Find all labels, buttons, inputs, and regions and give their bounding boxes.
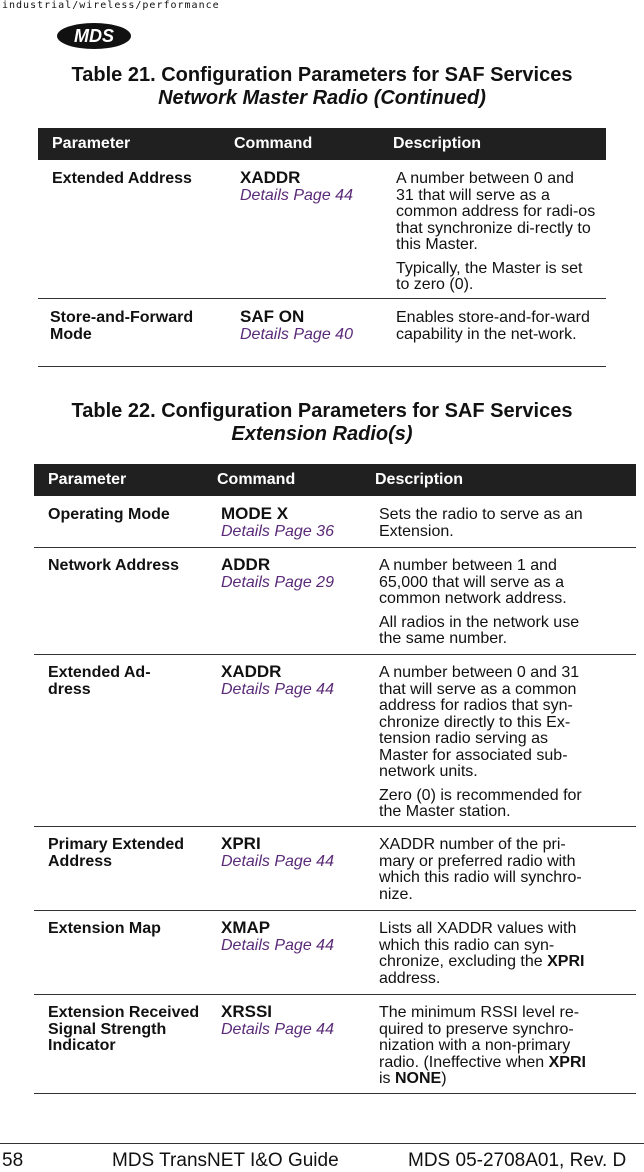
param-cell: Network Address — [48, 557, 179, 574]
description-note: Zero (0) is recommended for the Master station. — [379, 786, 582, 820]
command-cell — [221, 664, 371, 698]
details-link[interactable]: Details Page 29 — [221, 573, 334, 591]
logo-text: MDS — [74, 26, 114, 46]
description-text-lead: Lists all XADDR values with which this radio can syn-chronize, excluding the — [379, 920, 577, 970]
command-text: SAF ON — [240, 307, 305, 326]
mds-logo — [56, 22, 132, 50]
command-text: XPRI — [221, 834, 261, 853]
description-text: Sets the radio to serve as an Extension. — [379, 506, 583, 540]
command-text: XADDR — [221, 662, 282, 681]
command-cell — [240, 309, 390, 343]
details-link[interactable]: Details Page 44 — [221, 1020, 334, 1038]
description-text-lead: The minimum RSSI level re-quired to preserve synchro-nization with a non-primary radio. (Ineffective when — [379, 1004, 580, 1071]
page-number: 58 — [2, 1150, 24, 1171]
command-text: ADDR — [221, 555, 271, 574]
details-link[interactable]: Details Page 44 — [240, 186, 353, 204]
table22-subtitle: Extension Radio(s) — [231, 423, 413, 445]
description-cell — [379, 665, 591, 828]
doc-number: MDS 05-2708A01, Rev. D — [408, 1150, 627, 1171]
command-cell — [221, 506, 371, 540]
description-cell — [396, 171, 596, 301]
description-keyword: XPRI — [547, 953, 585, 970]
command-text: XMAP — [221, 918, 271, 937]
table-row — [34, 548, 636, 655]
details-link[interactable]: Details Page 44 — [221, 936, 334, 954]
description-cell — [379, 558, 584, 655]
description-text-mid: is — [379, 1070, 395, 1087]
table22-col-description: Description — [375, 471, 464, 488]
command-text: MODE X — [221, 504, 289, 523]
details-link[interactable]: Details Page 36 — [221, 522, 334, 540]
param-cell: Extended Address — [52, 170, 192, 187]
table-row — [34, 827, 636, 911]
description-text: A number between 0 and 31 that will serve as a common address for radi-os that synchronize di-rectly to this Master. — [396, 170, 596, 253]
table22-col-command: Command — [217, 471, 296, 488]
command-cell — [240, 170, 390, 204]
description-cell — [379, 921, 591, 994]
description-text: Enables store-and-for-ward capability in the net-work. — [396, 309, 590, 343]
command-cell — [221, 920, 371, 954]
description-text — [379, 921, 591, 987]
description-text: XADDR number of the pri-mary or preferred radio with which this radio will synchro-nize. — [379, 836, 582, 903]
command-text: XADDR — [240, 168, 301, 187]
description-keyword: XPRI — [548, 1053, 586, 1071]
table21-subtitle: Network Master Radio (Continued) — [158, 87, 486, 109]
description-text — [379, 1005, 591, 1088]
guide-title: MDS TransNET I&O Guide — [112, 1150, 339, 1171]
description-cell — [379, 837, 594, 910]
table-row — [34, 995, 636, 1094]
page-footer — [0, 1143, 644, 1170]
table21-col-command: Command — [234, 135, 313, 152]
param-cell: Store-and-Forward Mode — [50, 309, 194, 343]
table21-title — [0, 64, 644, 110]
details-link[interactable]: Details Page 44 — [221, 852, 334, 870]
description-text-tail: address. — [379, 969, 441, 987]
description-cell — [379, 1005, 591, 1095]
command-cell — [221, 557, 371, 591]
table-row — [34, 655, 636, 827]
table21-header — [38, 128, 606, 160]
table-row — [38, 299, 606, 367]
brand-tagline: industrial/wireless/performance — [2, 0, 220, 11]
command-cell — [221, 836, 371, 870]
description-note: Typically, the Master is set to zero (0). — [396, 259, 583, 293]
param-cell: Extended Ad-dress — [48, 664, 151, 698]
description-text-tail: ) — [441, 1070, 447, 1087]
description-cell — [396, 310, 596, 350]
param-cell: Extension Map — [48, 920, 161, 937]
table-row — [38, 160, 606, 299]
table21-col-parameter: Parameter — [52, 135, 131, 152]
command-cell — [221, 1004, 371, 1038]
table-row — [34, 911, 636, 995]
param-cell: Extension Received Signal Strength Indicator — [48, 1004, 200, 1054]
description-note: All radios in the network use the same number. — [379, 613, 580, 647]
table21-col-description: Description — [393, 135, 482, 152]
details-link[interactable]: Details Page 40 — [240, 325, 353, 343]
table-row — [34, 496, 636, 548]
table22-title-main: Table 22. Configuration Parameters for SAF Services — [71, 400, 573, 422]
command-text: XRSSI — [221, 1002, 273, 1021]
table22-header — [34, 464, 636, 496]
details-link[interactable]: Details Page 44 — [221, 680, 334, 698]
description-text: A number between 1 and 65,000 that will serve as a common network address. — [379, 557, 567, 607]
param-cell: Primary Extended Address — [48, 836, 185, 870]
param-cell: Operating Mode — [48, 506, 170, 523]
description-cell — [379, 507, 591, 547]
table22-col-parameter: Parameter — [48, 471, 127, 488]
description-keyword-2: NONE — [395, 1070, 442, 1087]
mds-logo-graphic — [56, 22, 132, 50]
description-text: A number between 0 and 31 that will serve as a common address for radios that syn-chronize directly to this Ex-tension radio serving as Master for associated sub-network units. — [379, 664, 580, 780]
table21-title-main: Table 21. Configuration Parameters for SAF Services — [71, 64, 573, 86]
table22-title — [0, 400, 644, 446]
